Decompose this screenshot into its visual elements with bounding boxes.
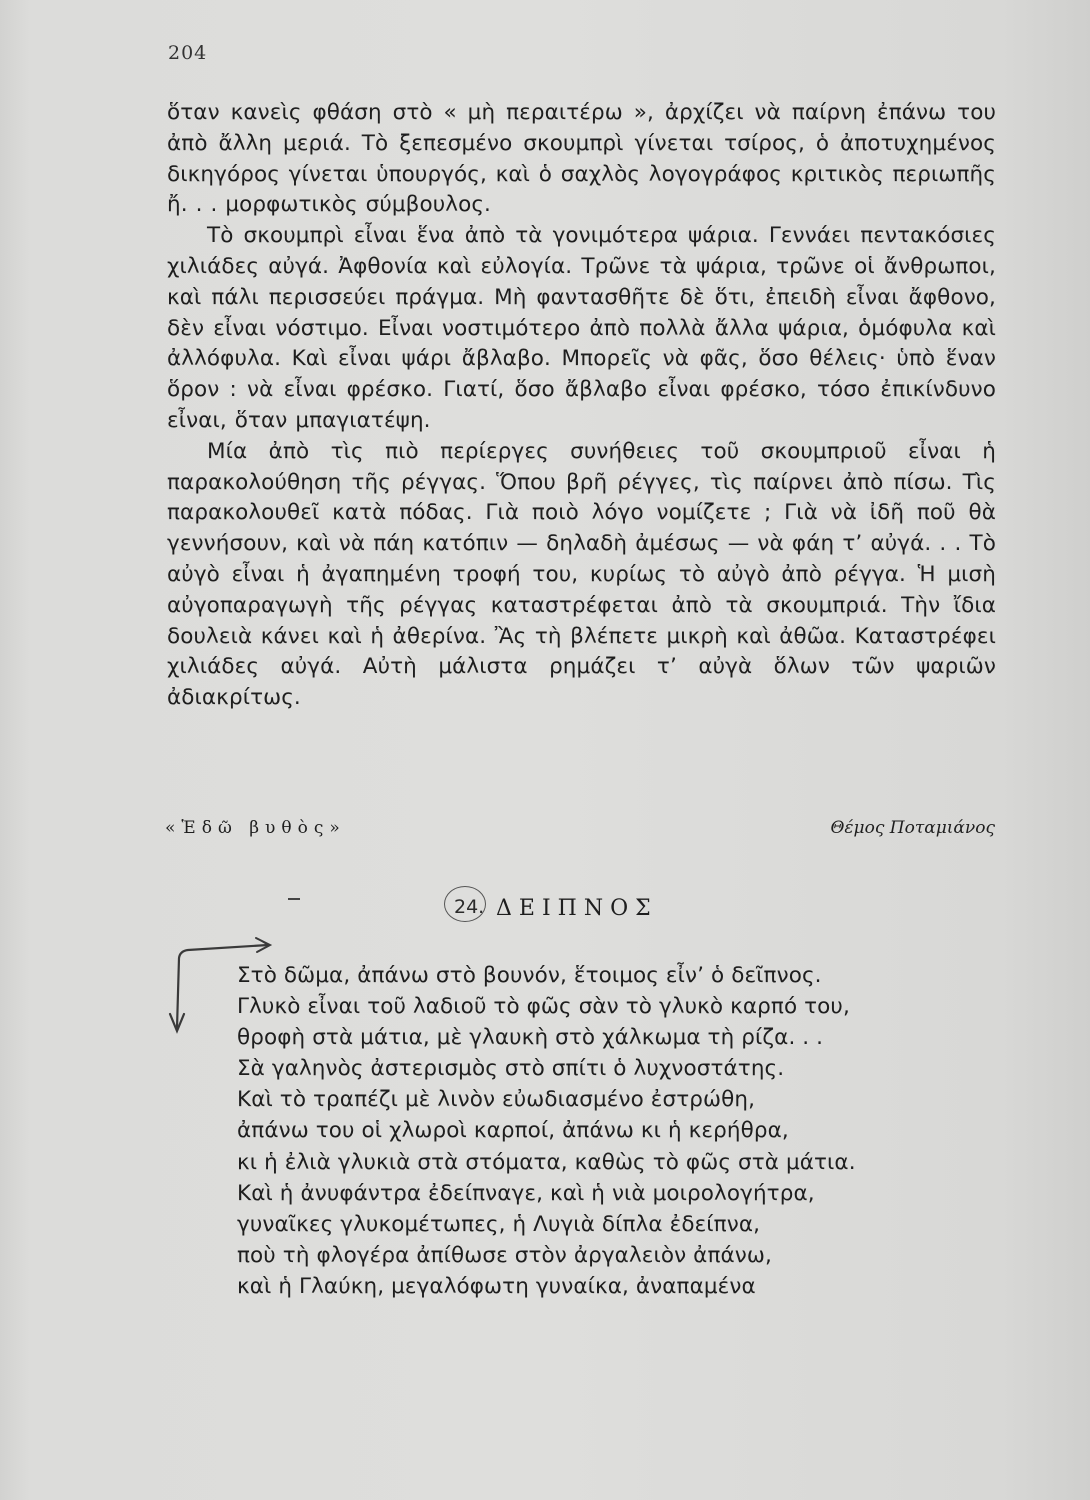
dash-mark bbox=[288, 898, 300, 900]
poem-line: καὶ ἡ Γλαύκη, μεγαλόφωτη γυναίκα, ἀναπαμένα bbox=[237, 1273, 756, 1299]
paragraph-3: Μία ἀπὸ τὶς πιὸ περίεργες συνήθειες τοῦ σκουμπριοῦ εἶναι ἡ παρακολούθηση τῆς ρέγγας. Ὅπου βρῆ ρέγγες, τὶς παίρνει ἀπὸ πίσω. Τὶς παρακολουθεῖ κατὰ πόδας. Γιὰ ποιὸ λόγο νομίζετε ; Γιὰ νὰ ἰδῆ ποῦ θὰ γεννήσουν, καὶ νὰ πάη κατόπιν — δηλαδὴ ἀμέσως — νὰ φάη τ’ αὐγά. . . Τὸ αὐγὸ εἶναι ἡ ἀγαπημένη τροφή του, κυρίως τὸ αὐγὸ ἀπὸ ρέγγα. Ἡ μισὴ αὐγοπαραγωγὴ τῆς ρέγγας καταστρέφεται ἀπὸ τὰ σκουμπριά. Τὴν ἴδια δουλειὰ κάνει καὶ ἡ ἀθερίνα. Ἂς τὴ βλέπετε μικρὴ καὶ ἀθῶα. Καταστρέφει χιλιάδες αὐγά. Αὐτὴ μάλιστα ρημάζει τ’ αὐγὰ ὅλων τῶν ψαριῶν ἀδιακρίτως. bbox=[167, 438, 996, 711]
page-number: 204 bbox=[168, 42, 208, 64]
poem-line: Καὶ τὸ τραπέζι μὲ λινὸν εὐωδιασμένο ἐστρώθη, bbox=[237, 1087, 756, 1113]
poem-heading bbox=[278, 884, 778, 934]
attribution bbox=[165, 818, 995, 848]
paragraph-1: ὅταν κανεὶς φθάση στὸ « μὴ περαιτέρω », ἀρχίζει νὰ παίρνη ἐπάνω του ἀπὸ ἄλλη μεριά. Τὸ ξεπεσμένο σκουμπρὶ γίνεται τσίρος, ὁ ἀποτυχημένος δικηγόρος γίνεται ὑπουργός, καὶ ὁ σαχλὸς λογογράφος κριτικὸς περιωπῆς ἤ. . . μορφωτικὸς σύμβουλος. bbox=[167, 100, 996, 218]
poem-line: κι ἡ ἐλιὰ γλυκιὰ στὰ στόματα, καθὼς τὸ φῶς στὰ μάτια. bbox=[237, 1149, 856, 1175]
author-name: Θέμος Ποταμιάνος bbox=[830, 818, 995, 838]
poem-body bbox=[237, 960, 997, 1302]
source-title: «Ἑδῶ βυθὸς» bbox=[165, 818, 346, 838]
poem-line: ἀπάνω του οἱ χλωροὶ καρποί, ἀπάνω κι ἡ κερήθρα, bbox=[237, 1118, 789, 1144]
poem-line: Στὸ δῶμα, ἀπάνω στὸ βουνόν, ἕτοιμος εἶν’ ὁ δεῖπνος. bbox=[237, 963, 822, 988]
poem-title: ΔΕΙΠΝΟΣ bbox=[496, 896, 658, 921]
poem-number: 24. bbox=[454, 896, 485, 918]
paragraph-2: Τὸ σκουμπρὶ εἶναι ἕνα ἀπὸ τὰ γονιμότερα ψάρια. Γεννάει πεντακόσιες χιλιάδες αὐγά. Ἀφθονία καὶ εὐλογία. Τρῶνε τὰ ψάρια, τρῶνε οἱ ἄνθρωποι, καὶ πάλι περισσεύει πράγμα. Μὴ φαντασθῆτε δὲ ὅτι, ἐπειδὴ εἶναι ἄφθονο, δὲν εἶναι νόστιμο. Εἶναι νοστιμότερο ἀπὸ πολλὰ ἄλλα ψάρια, ὁμόφυλα καὶ ἀλλόφυλα. Καὶ εἶναι ψάρι ἄβλαβο. Μπορεῖς νὰ φᾶς, ὅσο θέλεις· ὑπὸ ἕναν ὅρον : νὰ εἶναι φρέσκο. Γιατί, ὅσο ἄβλαβο εἶναι φρέσκο, τόσο ἐπικίνδυνο εἶναι, ὅταν μπαγιατέψη. bbox=[167, 223, 996, 433]
poem-line: γυναῖκες γλυκομέτωπες, ἡ Λυγιὰ δίπλα ἐδείπνα, bbox=[237, 1211, 761, 1237]
poem-line: Σὰ γαληνὸς ἀστερισμὸς στὸ σπίτι ὁ λυχνοστάτης. bbox=[237, 1056, 785, 1082]
prose-section bbox=[167, 98, 996, 714]
poem-line: Γλυκὸ εἶναι τοῦ λαδιοῦ τὸ φῶς σὰν τὸ γλυκὸ καρπό του, bbox=[237, 994, 850, 1020]
poem-line: Καὶ ἡ ἀνυφάντρα ἐδείπναγε, καὶ ἡ νιὰ μοιρολογήτρα, bbox=[237, 1180, 815, 1206]
poem-line: ποὺ τὴ φλογέρα ἀπίθωσε στὸν ἀργαλειὸν ἀπάνω, bbox=[237, 1242, 772, 1268]
poem-line: θροφὴ στὰ μάτια, μὲ γλαυκὴ στὸ χάλκωμα τὴ ρίζα. . . bbox=[237, 1025, 824, 1051]
